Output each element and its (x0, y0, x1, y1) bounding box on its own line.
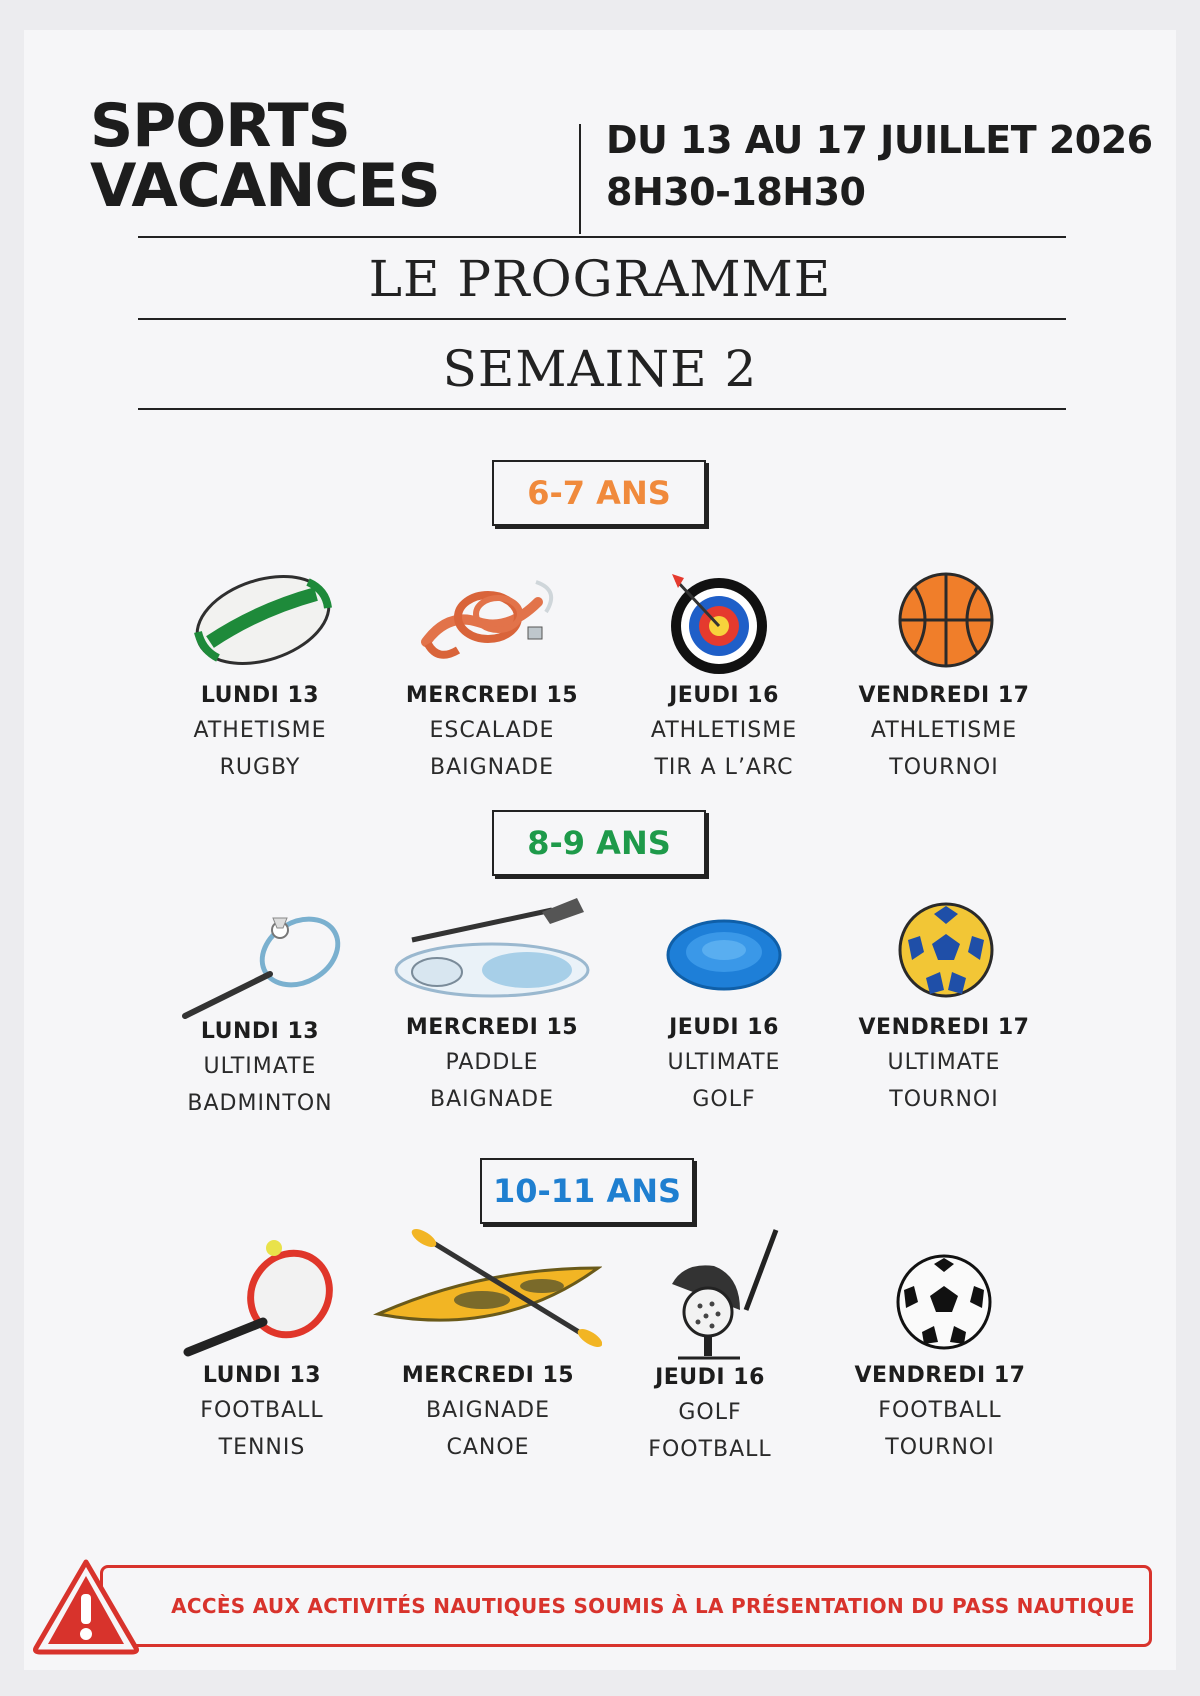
activity-1: FOOTBALL (878, 1398, 1002, 1423)
activity-2: TOURNOI (889, 755, 999, 780)
age-label: 10-11 ANS (492, 1172, 682, 1210)
nautical-notice-text: ACCÈS AUX ACTIVITÉS NAUTIQUES SOUMIS À LA PRÉSENTATION DU PASS NAUTIQUE (171, 1594, 1135, 1618)
activity-2: FOOTBALL (648, 1437, 772, 1462)
week-heading: SEMAINE 2 (442, 340, 758, 398)
age-box-10-11 (480, 1158, 694, 1224)
activity-2: TENNIS (218, 1435, 306, 1460)
activity-1: ESCALADE (429, 718, 555, 743)
day-block (820, 1360, 1060, 1466)
nautical-notice-box (100, 1565, 1152, 1647)
activity-2: GOLF (692, 1087, 756, 1112)
title-sports: SPORTS (90, 91, 350, 161)
activity-2: TOURNOI (885, 1435, 995, 1460)
activity-1: FOOTBALL (200, 1398, 324, 1423)
day-block (604, 1012, 844, 1118)
day-name: JEUDI 16 (669, 683, 779, 708)
tennis-racket-icon (178, 1238, 338, 1358)
basketball-icon (896, 570, 996, 670)
activity-1: BAIGNADE (425, 1398, 551, 1423)
rugby-ball-icon (188, 570, 338, 670)
age-label: 6-7 ANS (527, 474, 671, 512)
activity-2: CANOE (446, 1435, 530, 1460)
activity-2: TIR A L’ARC (654, 755, 794, 780)
activity-2: BAIGNADE (429, 755, 555, 780)
activity-2: BADMINTON (187, 1091, 333, 1116)
day-block (142, 1360, 382, 1466)
day-block (368, 1360, 608, 1466)
activity-1: ULTIMATE (887, 1050, 1001, 1075)
day-block (824, 1012, 1064, 1118)
day-name: LUNDI 13 (200, 683, 320, 708)
activity-1: GOLF (678, 1400, 742, 1425)
age-box-6-7 (492, 460, 706, 526)
rule-mid (138, 318, 1066, 320)
activity-1: ULTIMATE (667, 1050, 781, 1075)
paddle-board-icon (392, 890, 592, 1000)
archery-target-icon (664, 568, 774, 678)
day-name: JEUDI 16 (655, 1365, 765, 1390)
hours: 8H30-18H30 (606, 170, 866, 214)
day-name: MERCREDI 15 (405, 1015, 579, 1040)
day-block (590, 1362, 830, 1468)
activity-1: PADDLE (445, 1050, 539, 1075)
warning-triangle-icon (30, 1556, 142, 1656)
rule-top (138, 236, 1066, 238)
day-name: VENDREDI 17 (858, 683, 1030, 708)
activity-1: ATHETISME (193, 718, 327, 743)
activity-1: ULTIMATE (203, 1054, 317, 1079)
golf-club-icon (664, 1226, 784, 1366)
kayak-icon (372, 1228, 602, 1348)
day-name: VENDREDI 17 (858, 1015, 1030, 1040)
day-name: MERCREDI 15 (401, 1363, 575, 1388)
day-name: LUNDI 13 (200, 1019, 320, 1044)
day-block (824, 680, 1064, 786)
handball-icon (896, 900, 996, 1000)
day-name: VENDREDI 17 (854, 1363, 1026, 1388)
date-range: DU 13 AU 17 JUILLET 2026 (606, 118, 1153, 162)
day-name: LUNDI 13 (202, 1363, 322, 1388)
day-block (140, 680, 380, 786)
activity-1: ATHLETISME (650, 718, 798, 743)
day-block (372, 1012, 612, 1118)
activity-2: BAIGNADE (429, 1087, 555, 1112)
activity-2: RUGBY (219, 755, 301, 780)
age-label: 8-9 ANS (527, 824, 671, 862)
activity-1: ATHLETISME (870, 718, 1018, 743)
badminton-racket-icon (175, 900, 345, 1020)
day-name: MERCREDI 15 (405, 683, 579, 708)
age-box-8-9 (492, 810, 706, 876)
program-heading: LE PROGRAMME (368, 250, 832, 308)
activity-2: TOURNOI (889, 1087, 999, 1112)
soccer-ball-icon (894, 1252, 994, 1352)
day-block (372, 680, 612, 786)
rule-bottom (138, 408, 1066, 410)
frisbee-icon (664, 900, 784, 1000)
title-vacances: VACANCES (90, 151, 440, 221)
day-block (604, 680, 844, 786)
header-divider (579, 124, 581, 234)
day-name: JEUDI 16 (669, 1015, 779, 1040)
day-block (140, 1016, 380, 1122)
climbing-rope-icon (418, 572, 568, 672)
